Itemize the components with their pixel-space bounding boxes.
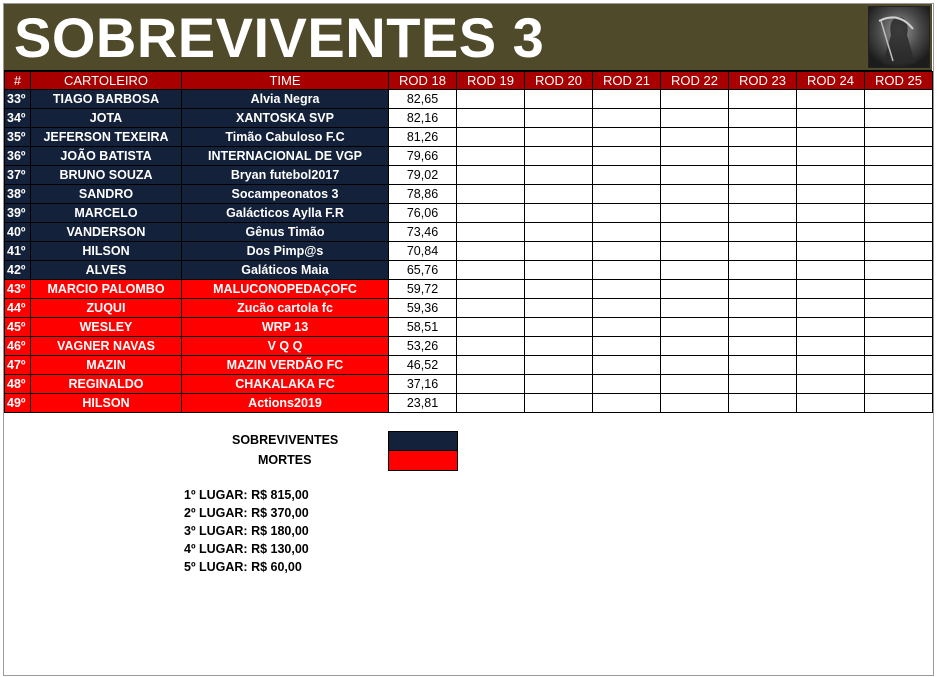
column-header[interactable]: ROD 21 xyxy=(593,72,661,90)
prize-2: 2º LUGAR: R$ 370,00 xyxy=(184,506,309,520)
round-score-cell[interactable]: 81,26 xyxy=(389,128,457,147)
empty-round-cell[interactable] xyxy=(525,394,593,413)
empty-round-cell[interactable] xyxy=(865,185,933,204)
player-name-cell[interactable]: MARCIO PALOMBO xyxy=(31,280,182,299)
table-row xyxy=(5,147,933,166)
empty-round-cell[interactable] xyxy=(797,242,865,261)
player-name-cell[interactable]: HILSON xyxy=(31,242,182,261)
position-cell[interactable]: 41º xyxy=(5,242,31,261)
legend-survivors-label: SOBREVIVENTES xyxy=(232,433,339,447)
empty-round-cell[interactable] xyxy=(865,166,933,185)
round-score-cell[interactable]: 73,46 xyxy=(389,223,457,242)
empty-round-cell[interactable] xyxy=(797,375,865,394)
empty-round-cell[interactable] xyxy=(457,394,525,413)
empty-round-cell[interactable] xyxy=(797,318,865,337)
empty-round-cell[interactable] xyxy=(457,223,525,242)
empty-round-cell[interactable] xyxy=(525,128,593,147)
team-name-cell[interactable]: Dos Pimp@s xyxy=(182,242,389,261)
position-cell[interactable]: 46º xyxy=(5,337,31,356)
player-name-cell[interactable]: JOÃO BATISTA xyxy=(31,147,182,166)
empty-round-cell[interactable] xyxy=(865,147,933,166)
empty-round-cell[interactable] xyxy=(729,375,797,394)
round-score-cell[interactable]: 37,16 xyxy=(389,375,457,394)
column-header[interactable]: ROD 24 xyxy=(797,72,865,90)
empty-round-cell[interactable] xyxy=(865,280,933,299)
empty-round-cell[interactable] xyxy=(865,109,933,128)
empty-round-cell[interactable] xyxy=(593,299,661,318)
team-name-cell[interactable]: Actions2019 xyxy=(182,394,389,413)
empty-round-cell[interactable] xyxy=(729,223,797,242)
player-name-cell[interactable]: VANDERSON xyxy=(31,223,182,242)
empty-round-cell[interactable] xyxy=(729,90,797,109)
player-name-cell[interactable]: TIAGO BARBOSA xyxy=(31,90,182,109)
prize-4: 4º LUGAR: R$ 130,00 xyxy=(184,542,309,556)
empty-round-cell[interactable] xyxy=(457,375,525,394)
table-row xyxy=(5,318,933,337)
position-cell[interactable]: 49º xyxy=(5,394,31,413)
empty-round-cell[interactable] xyxy=(729,299,797,318)
empty-round-cell[interactable] xyxy=(661,394,729,413)
empty-round-cell[interactable] xyxy=(661,261,729,280)
empty-round-cell[interactable] xyxy=(661,185,729,204)
empty-round-cell[interactable] xyxy=(797,204,865,223)
column-header[interactable]: TIME xyxy=(182,72,389,90)
empty-round-cell[interactable] xyxy=(593,147,661,166)
position-cell[interactable]: 39º xyxy=(5,204,31,223)
empty-round-cell[interactable] xyxy=(457,109,525,128)
prize-3: 3º LUGAR: R$ 180,00 xyxy=(184,524,309,538)
empty-round-cell[interactable] xyxy=(729,204,797,223)
empty-round-cell[interactable] xyxy=(661,375,729,394)
team-name-cell[interactable]: Socampeonatos 3 xyxy=(182,185,389,204)
round-score-cell[interactable]: 82,65 xyxy=(389,90,457,109)
empty-round-cell[interactable] xyxy=(661,242,729,261)
table-row xyxy=(5,375,933,394)
position-cell[interactable]: 45º xyxy=(5,318,31,337)
empty-round-cell[interactable] xyxy=(797,356,865,375)
empty-round-cell[interactable] xyxy=(729,147,797,166)
position-cell[interactable]: 43º xyxy=(5,280,31,299)
team-name-cell[interactable]: Zucão cartola fc xyxy=(182,299,389,318)
empty-round-cell[interactable] xyxy=(593,375,661,394)
player-name-cell[interactable]: VAGNER NAVAS xyxy=(31,337,182,356)
position-cell[interactable]: 47º xyxy=(5,356,31,375)
table-row xyxy=(5,394,933,413)
player-name-cell[interactable]: MARCELO xyxy=(31,204,182,223)
empty-round-cell[interactable] xyxy=(865,223,933,242)
empty-round-cell[interactable] xyxy=(797,337,865,356)
empty-round-cell[interactable] xyxy=(661,147,729,166)
round-score-cell[interactable]: 53,26 xyxy=(389,337,457,356)
player-name-cell[interactable]: ZUQUI xyxy=(31,299,182,318)
empty-round-cell[interactable] xyxy=(593,394,661,413)
empty-round-cell[interactable] xyxy=(797,147,865,166)
empty-round-cell[interactable] xyxy=(593,223,661,242)
player-name-cell[interactable]: WESLEY xyxy=(31,318,182,337)
prize-5: 5º LUGAR: R$ 60,00 xyxy=(184,560,302,574)
team-name-cell[interactable]: CHAKALAKA FC xyxy=(182,375,389,394)
reaper-image xyxy=(868,6,930,68)
table-body xyxy=(5,90,933,413)
table-row xyxy=(5,166,933,185)
empty-round-cell[interactable] xyxy=(865,375,933,394)
empty-round-cell[interactable] xyxy=(593,261,661,280)
player-name-cell[interactable]: SANDRO xyxy=(31,185,182,204)
ranking-table xyxy=(4,71,933,413)
empty-round-cell[interactable] xyxy=(661,128,729,147)
empty-round-cell[interactable] xyxy=(525,109,593,128)
title-banner xyxy=(4,4,932,71)
team-name-cell[interactable]: MAZIN VERDÃO FC xyxy=(182,356,389,375)
round-score-cell[interactable]: 46,52 xyxy=(389,356,457,375)
empty-round-cell[interactable] xyxy=(729,280,797,299)
player-name-cell[interactable]: BRUNO SOUZA xyxy=(31,166,182,185)
team-name-cell[interactable]: Galácticos Aylla F.R xyxy=(182,204,389,223)
empty-round-cell[interactable] xyxy=(729,337,797,356)
legend-survivors-swatch xyxy=(388,431,458,452)
empty-round-cell[interactable] xyxy=(729,394,797,413)
empty-round-cell[interactable] xyxy=(593,90,661,109)
empty-round-cell[interactable] xyxy=(525,318,593,337)
empty-round-cell[interactable] xyxy=(457,147,525,166)
table-row xyxy=(5,109,933,128)
team-name-cell[interactable]: Gênus Timão xyxy=(182,223,389,242)
empty-round-cell[interactable] xyxy=(661,299,729,318)
position-cell[interactable]: 34º xyxy=(5,109,31,128)
empty-round-cell[interactable] xyxy=(525,356,593,375)
empty-round-cell[interactable] xyxy=(525,280,593,299)
empty-round-cell[interactable] xyxy=(593,337,661,356)
empty-round-cell[interactable] xyxy=(661,223,729,242)
empty-round-cell[interactable] xyxy=(457,242,525,261)
column-header[interactable]: ROD 23 xyxy=(729,72,797,90)
empty-round-cell[interactable] xyxy=(457,90,525,109)
team-name-cell[interactable]: Bryan futebol2017 xyxy=(182,166,389,185)
empty-round-cell[interactable] xyxy=(797,394,865,413)
empty-round-cell[interactable] xyxy=(593,109,661,128)
empty-round-cell[interactable] xyxy=(661,337,729,356)
empty-round-cell[interactable] xyxy=(525,185,593,204)
team-name-cell[interactable]: Galáticos Maia xyxy=(182,261,389,280)
empty-round-cell[interactable] xyxy=(457,280,525,299)
empty-round-cell[interactable] xyxy=(525,90,593,109)
empty-round-cell[interactable] xyxy=(865,128,933,147)
empty-round-cell[interactable] xyxy=(729,185,797,204)
team-name-cell[interactable]: V Q Q xyxy=(182,337,389,356)
empty-round-cell[interactable] xyxy=(797,223,865,242)
column-header[interactable]: ROD 25 xyxy=(865,72,933,90)
position-cell[interactable]: 37º xyxy=(5,166,31,185)
empty-round-cell[interactable] xyxy=(865,242,933,261)
empty-round-cell[interactable] xyxy=(593,185,661,204)
empty-round-cell[interactable] xyxy=(525,299,593,318)
round-score-cell[interactable]: 76,06 xyxy=(389,204,457,223)
position-cell[interactable]: 35º xyxy=(5,128,31,147)
empty-round-cell[interactable] xyxy=(865,337,933,356)
team-name-cell[interactable]: Timão Cabuloso F.C xyxy=(182,128,389,147)
empty-round-cell[interactable] xyxy=(457,356,525,375)
round-score-cell[interactable]: 78,86 xyxy=(389,185,457,204)
empty-round-cell[interactable] xyxy=(593,166,661,185)
empty-round-cell[interactable] xyxy=(525,375,593,394)
empty-round-cell[interactable] xyxy=(593,280,661,299)
empty-round-cell[interactable] xyxy=(729,166,797,185)
team-name-cell[interactable]: XANTOSKA SVP xyxy=(182,109,389,128)
round-score-cell[interactable]: 23,81 xyxy=(389,394,457,413)
round-score-cell[interactable]: 79,66 xyxy=(389,147,457,166)
round-score-cell[interactable]: 58,51 xyxy=(389,318,457,337)
team-name-cell[interactable]: MALUCONOPEDAÇOFC xyxy=(182,280,389,299)
column-header[interactable]: CARTOLEIRO xyxy=(31,72,182,90)
empty-round-cell[interactable] xyxy=(797,299,865,318)
column-header[interactable]: # xyxy=(5,72,31,90)
round-score-cell[interactable]: 59,72 xyxy=(389,280,457,299)
team-name-cell[interactable]: Alvia Negra xyxy=(182,90,389,109)
empty-round-cell[interactable] xyxy=(661,166,729,185)
team-name-cell[interactable]: WRP 13 xyxy=(182,318,389,337)
empty-round-cell[interactable] xyxy=(865,299,933,318)
empty-round-cell[interactable] xyxy=(593,356,661,375)
round-score-cell[interactable]: 59,36 xyxy=(389,299,457,318)
empty-round-cell[interactable] xyxy=(457,318,525,337)
empty-round-cell[interactable] xyxy=(865,204,933,223)
empty-round-cell[interactable] xyxy=(525,337,593,356)
empty-round-cell[interactable] xyxy=(525,166,593,185)
empty-round-cell[interactable] xyxy=(457,337,525,356)
empty-round-cell[interactable] xyxy=(729,109,797,128)
empty-round-cell[interactable] xyxy=(729,356,797,375)
player-name-cell[interactable]: JOTA xyxy=(31,109,182,128)
empty-round-cell[interactable] xyxy=(865,394,933,413)
player-name-cell[interactable]: HILSON xyxy=(31,394,182,413)
position-cell[interactable]: 36º xyxy=(5,147,31,166)
empty-round-cell[interactable] xyxy=(593,242,661,261)
empty-round-cell[interactable] xyxy=(593,128,661,147)
empty-round-cell[interactable] xyxy=(457,128,525,147)
empty-round-cell[interactable] xyxy=(797,261,865,280)
empty-round-cell[interactable] xyxy=(525,147,593,166)
empty-round-cell[interactable] xyxy=(865,261,933,280)
column-header[interactable]: ROD 19 xyxy=(457,72,525,90)
empty-round-cell[interactable] xyxy=(865,90,933,109)
empty-round-cell[interactable] xyxy=(661,109,729,128)
player-name-cell[interactable]: ALVES xyxy=(31,261,182,280)
empty-round-cell[interactable] xyxy=(457,204,525,223)
empty-round-cell[interactable] xyxy=(661,204,729,223)
legend-deaths-swatch xyxy=(388,450,458,471)
empty-round-cell[interactable] xyxy=(661,90,729,109)
empty-round-cell[interactable] xyxy=(525,261,593,280)
header-row xyxy=(5,72,933,90)
position-cell[interactable]: 40º xyxy=(5,223,31,242)
position-cell[interactable]: 33º xyxy=(5,90,31,109)
empty-round-cell[interactable] xyxy=(457,261,525,280)
empty-round-cell[interactable] xyxy=(457,166,525,185)
column-header[interactable]: ROD 22 xyxy=(661,72,729,90)
empty-round-cell[interactable] xyxy=(457,185,525,204)
round-score-cell[interactable]: 82,16 xyxy=(389,109,457,128)
empty-round-cell[interactable] xyxy=(797,128,865,147)
player-name-cell[interactable]: JEFERSON TEXEIRA xyxy=(31,128,182,147)
empty-round-cell[interactable] xyxy=(797,90,865,109)
team-name-cell[interactable]: INTERNACIONAL DE VGP xyxy=(182,147,389,166)
empty-round-cell[interactable] xyxy=(797,280,865,299)
empty-round-cell[interactable] xyxy=(661,356,729,375)
table-row xyxy=(5,204,933,223)
prize-1: 1º LUGAR: R$ 815,00 xyxy=(184,488,309,502)
empty-round-cell[interactable] xyxy=(865,356,933,375)
column-header[interactable]: ROD 20 xyxy=(525,72,593,90)
table-row xyxy=(5,337,933,356)
round-score-cell[interactable]: 70,84 xyxy=(389,242,457,261)
table-row xyxy=(5,261,933,280)
legend-deaths-label: MORTES xyxy=(258,453,312,467)
empty-round-cell[interactable] xyxy=(525,204,593,223)
position-cell[interactable]: 48º xyxy=(5,375,31,394)
empty-round-cell[interactable] xyxy=(729,318,797,337)
empty-round-cell[interactable] xyxy=(729,261,797,280)
player-name-cell[interactable]: MAZIN xyxy=(31,356,182,375)
empty-round-cell[interactable] xyxy=(661,280,729,299)
position-cell[interactable]: 38º xyxy=(5,185,31,204)
table-row xyxy=(5,356,933,375)
column-header[interactable]: ROD 18 xyxy=(389,72,457,90)
position-cell[interactable]: 42º xyxy=(5,261,31,280)
empty-round-cell[interactable] xyxy=(525,223,593,242)
empty-round-cell[interactable] xyxy=(593,318,661,337)
table-row xyxy=(5,128,933,147)
empty-round-cell[interactable] xyxy=(729,128,797,147)
table-row xyxy=(5,299,933,318)
empty-round-cell[interactable] xyxy=(593,204,661,223)
empty-round-cell[interactable] xyxy=(865,318,933,337)
table-row xyxy=(5,223,933,242)
empty-round-cell[interactable] xyxy=(797,109,865,128)
empty-round-cell[interactable] xyxy=(661,318,729,337)
round-score-cell[interactable]: 79,02 xyxy=(389,166,457,185)
empty-round-cell[interactable] xyxy=(457,299,525,318)
empty-round-cell[interactable] xyxy=(525,242,593,261)
table-row xyxy=(5,185,933,204)
round-score-cell[interactable]: 65,76 xyxy=(389,261,457,280)
table-row xyxy=(5,280,933,299)
empty-round-cell[interactable] xyxy=(729,242,797,261)
table-row xyxy=(5,242,933,261)
player-name-cell[interactable]: REGINALDO xyxy=(31,375,182,394)
position-cell[interactable]: 44º xyxy=(5,299,31,318)
page-title: SOBREVIVENTES 3 xyxy=(14,6,545,69)
empty-round-cell[interactable] xyxy=(797,166,865,185)
table-row xyxy=(5,90,933,109)
empty-round-cell[interactable] xyxy=(797,185,865,204)
